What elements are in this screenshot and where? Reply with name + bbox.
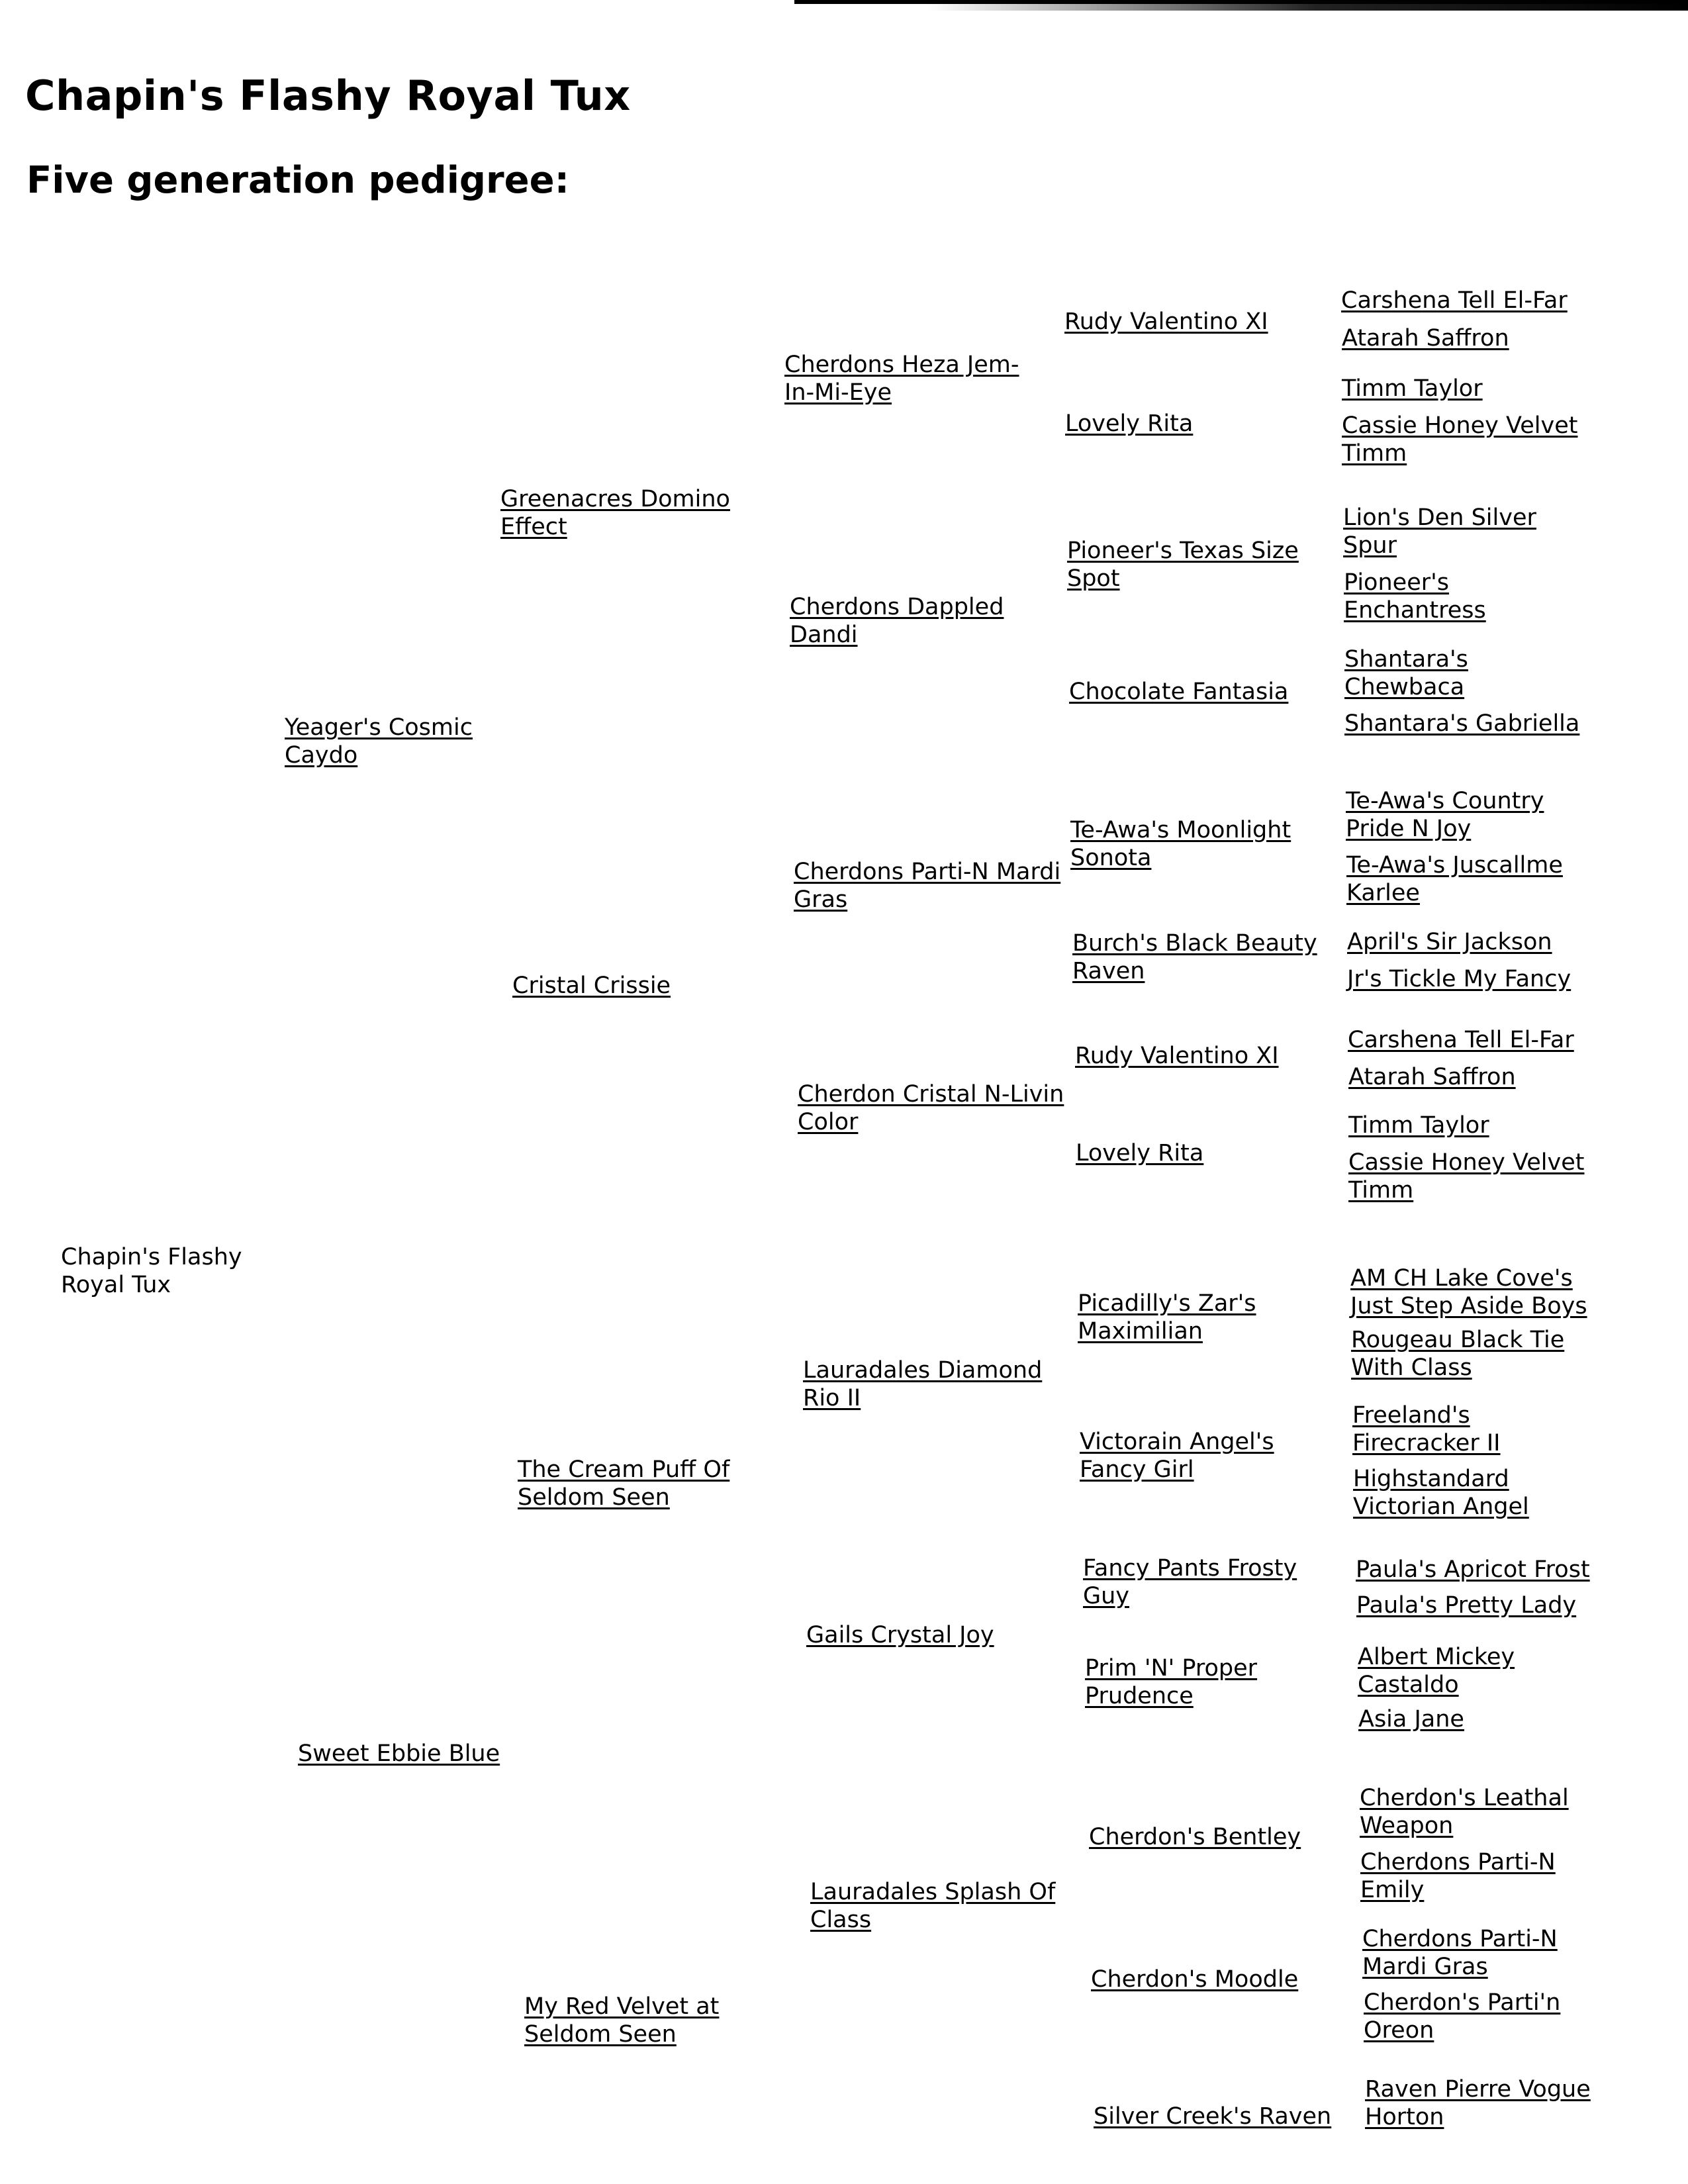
pedigree-gen4-link[interactable]: Pioneer's Texas Size Spot: [1067, 538, 1299, 592]
pedigree-gen4-link[interactable]: Rudy Valentino XI: [1075, 1043, 1279, 1069]
pedigree-gen2-link[interactable]: Cristal Crissie: [512, 973, 671, 999]
pedigree-gen4-link[interactable]: Cherdon's Moodle: [1091, 1966, 1299, 1993]
pedigree-gen3-link[interactable]: Lauradales Splash Of Class: [810, 1879, 1056, 1933]
pedigree-gen5-link[interactable]: Paula's Apricot Frost: [1356, 1556, 1590, 1583]
subject-name: Chapin's Flashy Royal Tux: [61, 1244, 242, 1298]
page-title: Chapin's Flashy Royal Tux: [25, 71, 631, 120]
pedigree-gen5-link[interactable]: Te-Awa's Country Pride N Joy: [1346, 788, 1544, 842]
pedigree-gen3-link[interactable]: Lauradales Diamond Rio II: [803, 1357, 1043, 1411]
pedigree-gen4-link[interactable]: Burch's Black Beauty Raven: [1072, 930, 1317, 984]
pedigree-gen4-link[interactable]: Victorain Angel's Fancy Girl: [1080, 1429, 1274, 1483]
pedigree-gen4-link[interactable]: Silver Creek's Raven: [1094, 2103, 1332, 2130]
pedigree-gen4-link[interactable]: Lovely Rita: [1065, 410, 1194, 437]
pedigree-gen4-link[interactable]: Prim 'N' Proper Prudence: [1085, 1655, 1258, 1709]
pedigree-gen5-link[interactable]: Carshena Tell El-Far: [1348, 1027, 1574, 1053]
pedigree-gen2-link[interactable]: My Red Velvet at Seldom Seen: [524, 1993, 720, 2048]
pedigree-gen5-link[interactable]: Carshena Tell El-Far: [1341, 287, 1568, 314]
pedigree-gen5-link[interactable]: Freeland's Firecracker II: [1352, 1402, 1501, 1456]
pedigree-gen5-link[interactable]: Highstandard Victorian Angel: [1353, 1466, 1529, 1520]
pedigree-gen3-link[interactable]: Cherdons Heza Jem-In-Mi-Eye: [784, 352, 1019, 406]
scan-edge: [794, 0, 1688, 4]
pedigree-gen5-link[interactable]: Lion's Den Silver Spur: [1343, 504, 1536, 559]
pedigree-gen5-link[interactable]: Pioneer's Enchantress: [1344, 569, 1486, 624]
pedigree-gen4-link[interactable]: Rudy Valentino XI: [1064, 309, 1268, 335]
pedigree-gen5-link[interactable]: Jr's Tickle My Fancy: [1347, 966, 1571, 992]
pedigree-gen5-link[interactable]: Atarah Saffron: [1342, 325, 1509, 352]
pedigree-gen5-link[interactable]: Te-Awa's Juscallme Karlee: [1346, 852, 1563, 906]
pedigree-gen5-link[interactable]: Raven Pierre Vogue Horton: [1365, 2076, 1591, 2130]
pedigree-gen4-link[interactable]: Cherdon's Bentley: [1089, 1824, 1301, 1850]
pedigree-gen5-link[interactable]: Asia Jane: [1358, 1706, 1464, 1733]
pedigree-gen2-link[interactable]: The Cream Puff Of Seldom Seen: [518, 1456, 730, 1511]
pedigree-gen5-link[interactable]: Atarah Saffron: [1348, 1064, 1516, 1090]
pedigree-gen2-link[interactable]: Greenacres Domino Effect: [500, 486, 730, 540]
pedigree-gen3-link[interactable]: Gails Crystal Joy: [806, 1622, 994, 1648]
pedigree-gen3-link[interactable]: Cherdons Dappled Dandi: [790, 594, 1004, 648]
pedigree-gen5-link[interactable]: Cherdons Parti-N Emily: [1360, 1849, 1556, 1903]
pedigree-gen5-link[interactable]: Albert Mickey Castaldo: [1358, 1644, 1515, 1698]
pedigree-gen4-link[interactable]: Te-Awa's Moonlight Sonota: [1070, 817, 1291, 871]
pedigree-gen5-link[interactable]: Timm Taylor: [1348, 1112, 1489, 1139]
pedigree-gen3-link[interactable]: Cherdon Cristal N-Livin Color: [798, 1081, 1064, 1135]
pedigree-gen5-link[interactable]: Cassie Honey Velvet Timm: [1348, 1149, 1585, 1204]
pedigree-sire-link[interactable]: Yeager's Cosmic Caydo: [285, 714, 473, 769]
pedigree-gen4-link[interactable]: Picadilly's Zar's Maximilian: [1078, 1290, 1256, 1345]
pedigree-gen5-link[interactable]: April's Sir Jackson: [1347, 929, 1552, 955]
pedigree-gen4-link[interactable]: Fancy Pants Frosty Guy: [1083, 1555, 1297, 1609]
pedigree-gen5-link[interactable]: Shantara's Chewbaca: [1344, 646, 1468, 700]
pedigree-gen5-link[interactable]: Cassie Honey Velvet Timm: [1342, 412, 1578, 467]
pedigree-gen5-link[interactable]: Paula's Pretty Lady: [1356, 1592, 1577, 1619]
pedigree-gen4-link[interactable]: Chocolate Fantasia: [1069, 679, 1289, 705]
pedigree-gen5-link[interactable]: AM CH Lake Cove's Just Step Aside Boys: [1350, 1265, 1587, 1319]
pedigree-gen3-link[interactable]: Cherdons Parti-N Mardi Gras: [794, 859, 1061, 913]
pedigree-gen4-link[interactable]: Lovely Rita: [1076, 1140, 1204, 1166]
pedigree-gen5-link[interactable]: Shantara's Gabriella: [1344, 710, 1580, 737]
pedigree-gen5-link[interactable]: Rougeau Black Tie With Class: [1351, 1327, 1565, 1381]
pedigree-gen5-link[interactable]: Timm Taylor: [1342, 375, 1483, 402]
pedigree-gen5-link[interactable]: Cherdon's Leathal Weapon: [1360, 1785, 1569, 1839]
page-subtitle: Five generation pedigree:: [26, 159, 569, 202]
pedigree-dam-link[interactable]: Sweet Ebbie Blue: [298, 1740, 500, 1767]
pedigree-gen5-link[interactable]: Cherdon's Parti'n Oreon: [1364, 1989, 1561, 2044]
pedigree-gen5-link[interactable]: Cherdons Parti-N Mardi Gras: [1362, 1926, 1558, 1980]
